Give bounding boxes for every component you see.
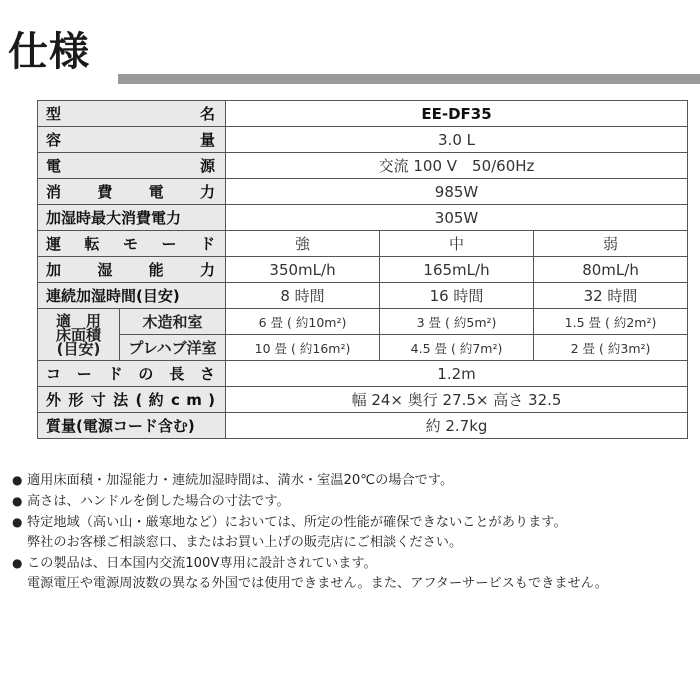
- table-row: [38, 153, 688, 179]
- humidify-capacity-strong: 350mL/h: [226, 257, 380, 283]
- note-text: 特定地域（高い山・厳寒地など）においては、所定の性能が確保できないことがあります。: [27, 515, 567, 530]
- dimensions-label: 外 形 寸 法 ( 約 c m ): [38, 387, 226, 413]
- note-text-continued: 弊社のお客様ご相談窓口、またはお買い上げの販売店にご相談ください。: [27, 535, 463, 550]
- note-text: 適用床面積・加湿能力・連続加湿時間は、満水・室温20℃の場合です。: [27, 473, 454, 488]
- cord-length-value: 1.2m: [226, 361, 688, 387]
- wooden-room-medium: 3 畳 ( 約5m²): [380, 309, 534, 335]
- max-humidify-power-value: 305W: [226, 205, 688, 231]
- power-source-label: 電 源: [38, 153, 226, 179]
- dimensions-value: 幅 24× 奥行 27.5× 高さ 32.5: [226, 387, 688, 413]
- continuous-time-strong: 8 時間: [226, 283, 380, 309]
- table-row: [38, 101, 688, 127]
- model-label: 型 名: [38, 101, 226, 127]
- humidify-capacity-medium: 165mL/h: [380, 257, 534, 283]
- humidify-capacity-label: 加 湿 能 力: [38, 257, 226, 283]
- power-source-value: 交流 100 V 50/60Hz: [226, 153, 688, 179]
- prefab-room-medium: 4.5 畳 ( 約7m²): [380, 335, 534, 361]
- power-consumption-value: 985W: [226, 179, 688, 205]
- bullet-icon: ●: [12, 494, 23, 508]
- page-title: 仕様: [8, 29, 90, 75]
- floor-area-label: [38, 309, 120, 361]
- prefab-room-weak: 2 畳 ( 約3m²): [534, 335, 688, 361]
- capacity-value: 3.0 L: [226, 127, 688, 153]
- bullet-icon: ●: [12, 556, 23, 570]
- mode-label: 運 転 モ ー ド: [38, 231, 226, 257]
- bullet-icon: ●: [12, 473, 23, 487]
- continuous-time-weak: 32 時間: [534, 283, 688, 309]
- floor-area-label-line2: 床面積: [55, 325, 101, 344]
- notes-list: [12, 470, 700, 594]
- capacity-label: 容 量: [38, 127, 226, 153]
- wooden-room-label: 木造和室: [120, 309, 226, 335]
- table-row: [38, 257, 688, 283]
- max-humidify-power-label: 加湿時最大消費電力: [38, 205, 226, 231]
- note-item: [12, 553, 700, 594]
- spec-table: [37, 100, 688, 439]
- note-item: [12, 470, 700, 491]
- table-row: [38, 205, 688, 231]
- table-row: [38, 179, 688, 205]
- mode-strong: 強: [226, 231, 380, 257]
- table-row: [38, 387, 688, 413]
- prefab-room-strong: 10 畳 ( 約16m²): [226, 335, 380, 361]
- mode-medium: 中: [380, 231, 534, 257]
- note-text-continued: 電源電圧や電源周波数の異なる外国では使用できません。また、アフターサービスもできません。: [27, 576, 608, 591]
- table-row: [38, 361, 688, 387]
- floor-area-label-line3: (目安): [56, 339, 101, 358]
- humidify-capacity-weak: 80mL/h: [534, 257, 688, 283]
- power-consumption-label: 消 費 電 力: [38, 179, 226, 205]
- table-row: [38, 309, 688, 335]
- table-row: [38, 283, 688, 309]
- title-divider: [118, 74, 700, 84]
- table-row: [38, 335, 688, 361]
- table-row: [38, 413, 688, 439]
- table-row: [38, 127, 688, 153]
- model-value: EE-DF35: [226, 101, 688, 127]
- note-item: [12, 512, 700, 553]
- note-text: この製品は、日本国内交流100V専用に設計されています。: [27, 556, 377, 571]
- floor-area-label-line1: 適 用: [55, 311, 101, 330]
- mode-weak: 弱: [534, 231, 688, 257]
- wooden-room-weak: 1.5 畳 ( 約2m²): [534, 309, 688, 335]
- weight-label: 質量(電源コード含む): [38, 413, 226, 439]
- note-text: 高さは、ハンドルを倒した場合の寸法です。: [27, 494, 290, 509]
- cord-length-label: コ ー ド の 長 さ: [38, 361, 226, 387]
- note-item: [12, 491, 700, 512]
- weight-value: 約 2.7kg: [226, 413, 688, 439]
- bullet-icon: ●: [12, 515, 23, 529]
- continuous-time-label: 連続加湿時間(目安): [38, 283, 226, 309]
- table-row: [38, 231, 688, 257]
- prefab-room-label: プレハブ洋室: [120, 335, 226, 361]
- continuous-time-medium: 16 時間: [380, 283, 534, 309]
- wooden-room-strong: 6 畳 ( 約10m²): [226, 309, 380, 335]
